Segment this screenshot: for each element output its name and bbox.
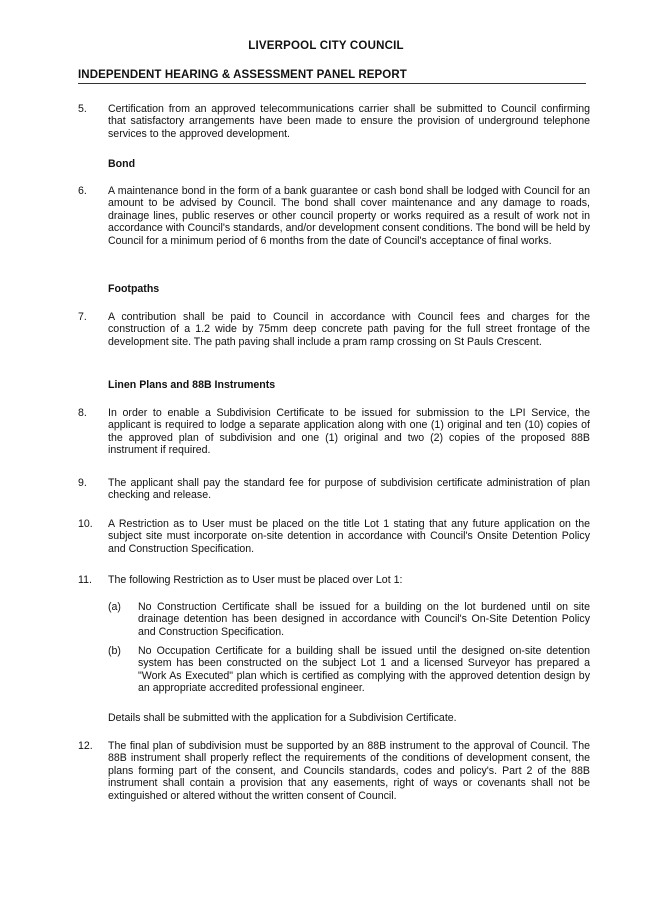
sub-condition-text: No Occupation Certificate for a building shall be issued until the designed on-site detention system has been constructed on the subject Lot 1 and a licensed Surveyor has prepared a "Work As Executed" plan which is certified as complying with the approved detention design by an appropriate accredited professional engineer. bbox=[138, 645, 590, 695]
condition-number: 11. bbox=[78, 574, 92, 586]
condition-text: The following Restriction as to User must be placed over Lot 1: bbox=[108, 574, 403, 586]
condition-number: 12. bbox=[78, 740, 93, 752]
condition-number: 5. bbox=[78, 103, 87, 115]
condition-text: Certification from an approved telecommunications carrier shall be submitted to Council confirming that satisfactory arrangements have been made to ensure the provision of underground telephone services to the approved development. bbox=[108, 103, 590, 140]
condition-number: 10. bbox=[78, 518, 93, 530]
sub-condition-label: (b) bbox=[108, 645, 121, 657]
condition-number: 6. bbox=[78, 185, 87, 197]
condition-text: A maintenance bond in the form of a bank guarantee or cash bond shall be lodged with Council for an amount to be advised by Council. The bond shall cover maintenance and any damage to roads, drainage lines, public reserves or other council property or works required as a result of work not in accordance with Council's standards, and/or development consent conditions. The bond will be held by Council for a minimum period of 6 months from the date of Council's acceptance of final works. bbox=[108, 185, 590, 247]
council-name: LIVERPOOL CITY COUNCIL bbox=[248, 40, 404, 52]
section-heading-linen-plans: Linen Plans and 88B Instruments bbox=[108, 379, 276, 391]
condition-number: 8. bbox=[78, 407, 87, 419]
condition-text: The applicant shall pay the standard fee for purpose of subdivision certificate administration of plan checking and release. bbox=[108, 477, 590, 502]
sub-condition-text: No Construction Certificate shall be issued for a building on the lot burdened until on site drainage detention has been designed in accordance with Council's On-Site Detention Policy and Construction Specification. bbox=[138, 601, 590, 638]
section-heading-bond: Bond bbox=[108, 158, 136, 170]
condition-text: A Restriction as to User must be placed on the title Lot 1 stating that any future application on the subject site must incorporate on-site detention in accordance with Council's Onsite Detention Policy and Construction Specification. bbox=[108, 518, 590, 555]
condition-number: 9. bbox=[78, 477, 87, 489]
report-title: INDEPENDENT HEARING & ASSESSMENT PANEL REPORT bbox=[78, 69, 586, 84]
condition-text: In order to enable a Subdivision Certificate to be issued for submission to the LPI Service, the applicant is required to lodge a separate application along with one (1) original and ten (10) copies of the approved plan of subdivision and one (1) original and two (2) copies of the proposed 88B instrument if required. bbox=[108, 407, 590, 457]
condition-text: A contribution shall be paid to Council in accordance with Council fees and charges for the construction of a 1.2 wide by 75mm deep concrete path paving for the full street frontage of the development site. The path paving shall include a pram ramp crossing on St Pauls Crescent. bbox=[108, 311, 590, 348]
condition-number: 7. bbox=[78, 311, 87, 323]
section-heading-footpaths: Footpaths bbox=[108, 283, 160, 295]
details-note: Details shall be submitted with the application for a Subdivision Certificate. bbox=[108, 712, 457, 724]
sub-condition-label: (a) bbox=[108, 601, 121, 613]
condition-text: The final plan of subdivision must be supported by an 88B instrument to the approval of Council. The 88B instrument shall properly reflect the requirements of the conditions of development consent, the plans forming part of the consent, and Councils standards, codes and policy's. Part 2 of the 88B instrument shall contain a provision that any easements, right of ways or covenants shall not be extinguished or altered without the written consent of Council. bbox=[108, 740, 590, 802]
